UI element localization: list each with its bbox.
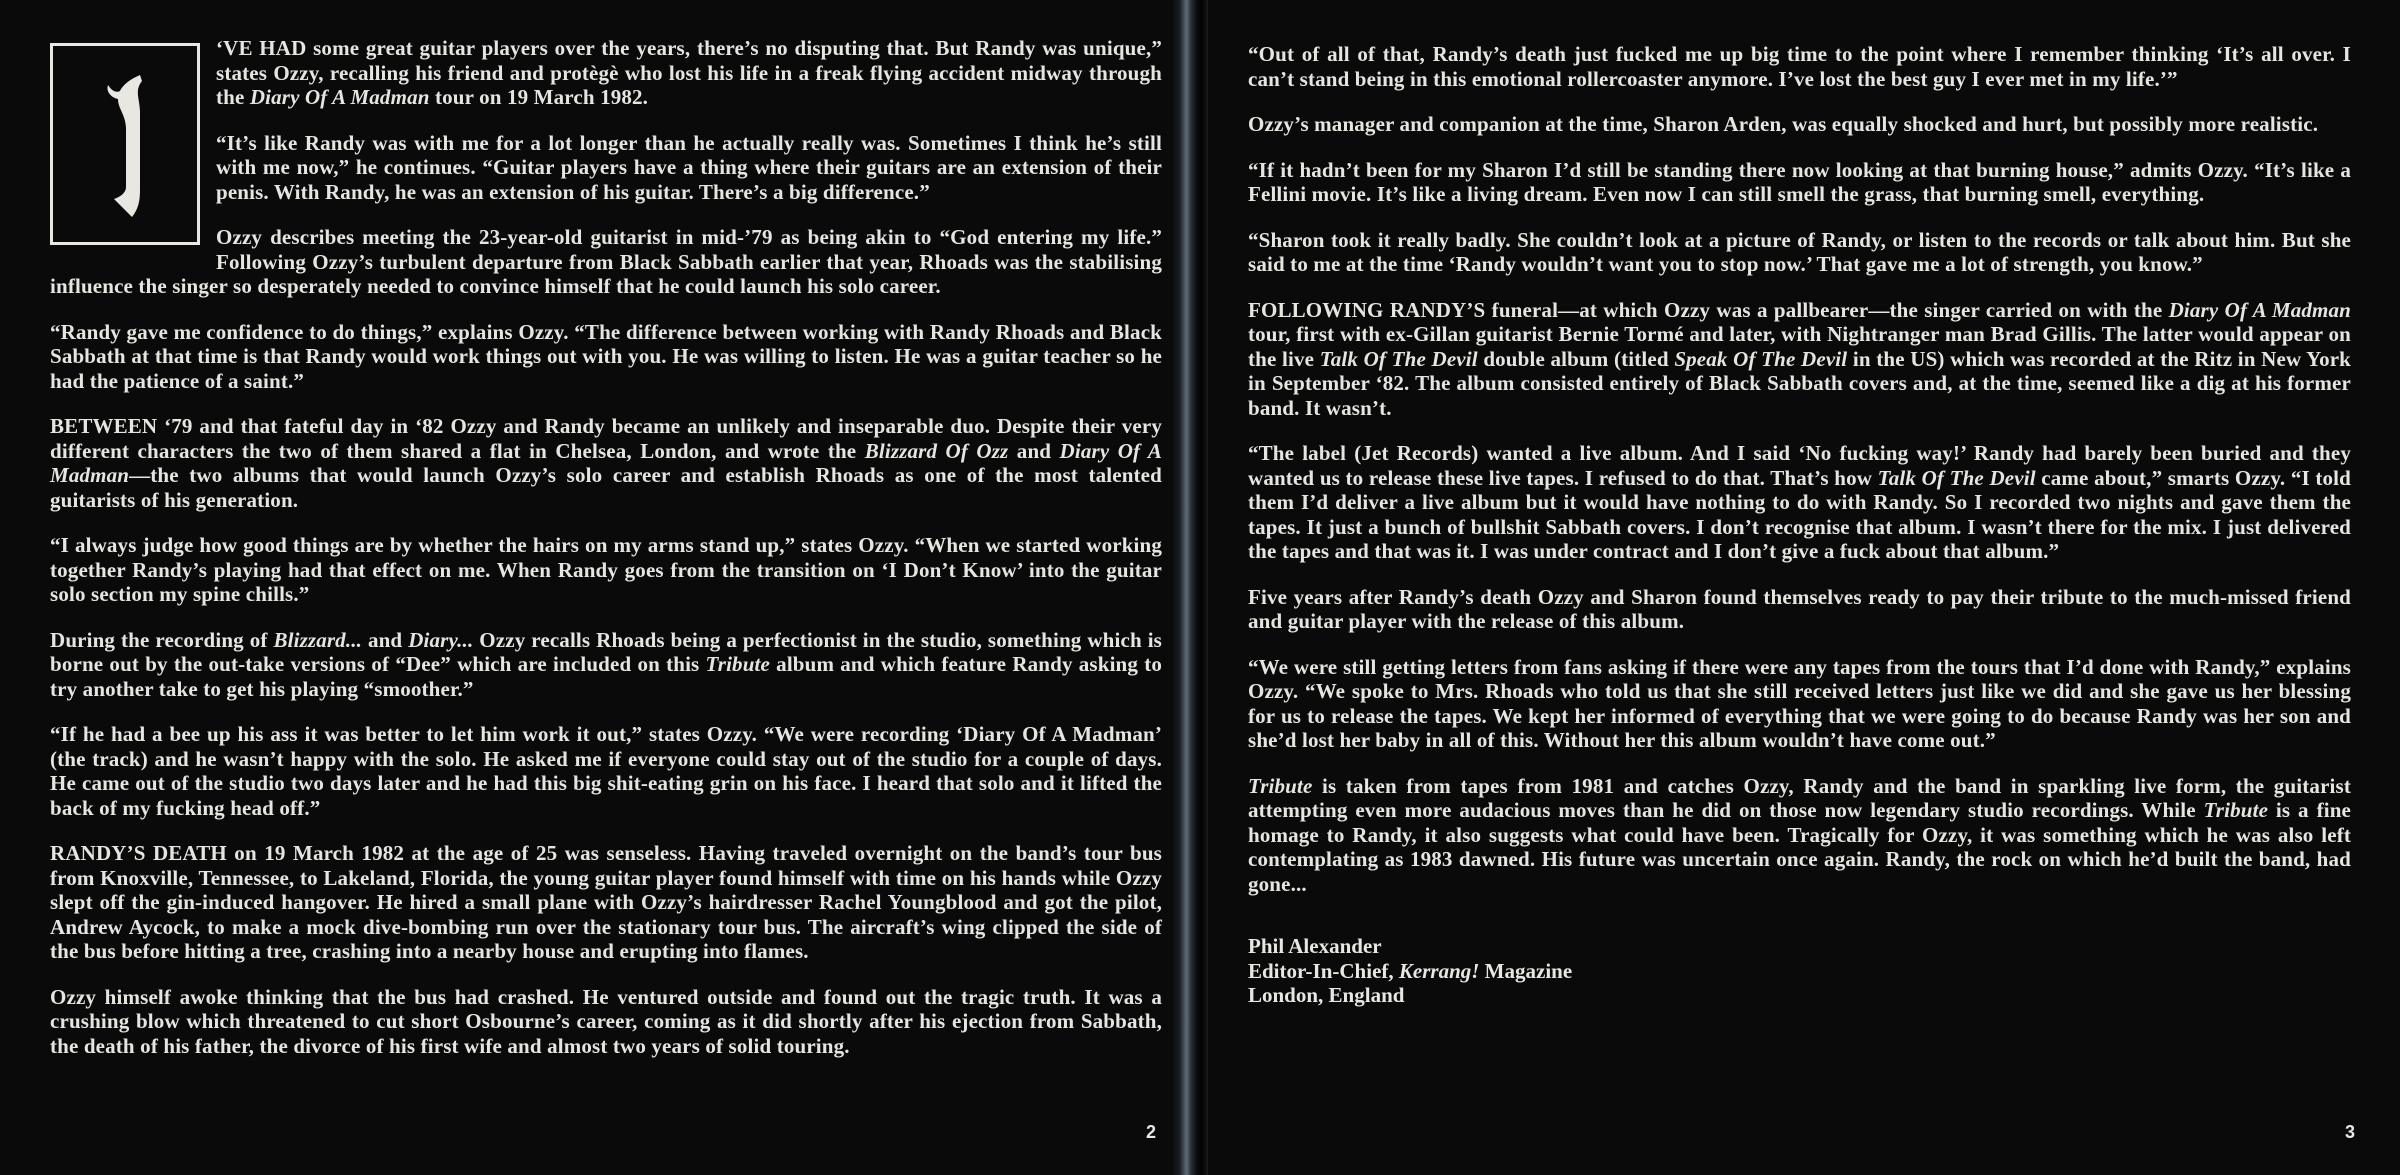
right-paragraph: “The label (Jet Records) wanted a live album. And I said ‘No fucking way!’ Randy had barely been buried and they wanted us to release these live tapes. I refused to do that. That’s how Talk Of The Devil came about,” smarts Ozzy. “I told them I’d deliver a live album but it would have nothing to do with Randy. So I recorded two nights and gave them the tapes. It just a bunch of bullshit Sabbath covers. I don’t recognise that album. I wasn’t there for the mix. I just delivered the tapes and that was it. I was under contract and I don’t give a fuck about that album.” [1248, 441, 2351, 563]
publication-name: Kerrang! [1398, 958, 1480, 983]
right-page [1208, 0, 2400, 1175]
author-signature [1248, 934, 2351, 1008]
page-number-left: 2 [1145, 1122, 1156, 1142]
right-article-text [1248, 42, 2351, 896]
right-paragraph: Tribute is taken from tapes from 1981 and catches Ozzy, Randy and the band in sparkling live form, the guitarist attempting even more audacious moves than he did on those now legendary studio recordings. While Tribute is a fine homage to Randy, it also suggests what could have been. Tragically for Ozzy, it was something which he was also left contemplating as 1983 dawned. His future was uncertain once again. Randy, the rock on which he’d built the band, had gone... [1248, 773, 2351, 896]
dropcap-letter-i [96, 69, 154, 219]
left-paragraph: “Randy gave me confidence to do things,” explains Ozzy. “The difference between working with Randy Rhoads and Black Sabbath at that time is that Randy would work things out with you. He was willing to listen. He was a guitar teacher so he had the patience of a saint.” [50, 319, 1162, 393]
right-paragraph: Ozzy’s manager and companion at the time, Sharon Arden, was equally shocked and hurt, but possibly more realistic. [1248, 112, 2319, 136]
left-paragraph: Ozzy describes meeting the 23-year-old guitarist in mid-’79 as being akin to “God entering my life.” Following Ozzy’s turbulent departure from Black Sabbath earlier that year, Rhoads was the stabilising influence the singer so desperately needed to convince himself that he could launch his solo career. [50, 225, 1162, 298]
right-paragraph: Five years after Randy’s death Ozzy and Sharon found themselves ready to pay their tribute to the much-missed friend and guitar player with the release of this album. [1248, 584, 2351, 633]
left-paragraph: ‘VE HAD some great guitar players over the years, there’s no disputing that. But Randy was unique,” states Ozzy, recalling his friend and protègè who lost his life in a freak flying accident midway through the Diary Of A Madman tour on 19 March 1982. [216, 36, 1162, 109]
page-number-right: 3 [2344, 1122, 2355, 1142]
left-page [0, 0, 1192, 1175]
left-paragraph: “It’s like Randy was with me for a lot longer than he actually really was. Sometimes I think he’s still with me now,” he continues. “Guitar players have a thing where their guitars are an extension of their penis. With Randy, he was an extension of his guitar. There’s a big difference.” [216, 130, 1162, 204]
left-paragraph: “I always judge how good things are by whether the hairs on my arms stand up,” states Ozzy. “When we started working together Randy’s playing had that effect on me. When Randy goes from the transition on ‘I Don’t Know’ into the guitar solo section my spine chills.” [50, 533, 1162, 606]
left-paragraph: BETWEEN ‘79 and that fateful day in ‘82 Ozzy and Randy became an unlikely and inseparable duo. Despite their very different characters the two of them shared a flat in Chelsea, London, and wrote the Blizzard Of Ozz and Diary Of A Madman—the two albums that would launch Ozzy’s solo career and establish Rhoads as one of the most talented guitarists of his generation. [50, 414, 1162, 512]
dropcap-frame [50, 43, 200, 245]
left-paragraph: RANDY’S DEATH on 19 March 1982 at the age of 25 was senseless. Having traveled overnight on the band’s tour bus from Knoxville, Tennessee, to Lakeland, Florida, the young guitar player found himself with time on his hands while Ozzy slept off the gin-induced hangover. He hired a small plane with Ozzy’s hairdresser Rachel Youngblood and got the pilot, Andrew Aycock, to make a mock dive-bombing run over the stationary tour bus. The aircraft’s wing clipped the side of the bus before hitting a tree, crashing into a nearby house and erupting into flames. [50, 841, 1162, 963]
left-paragraph: Ozzy himself awoke thinking that the bus had crashed. He ventured outside and found out the tragic truth. It was a crushing blow which threatened to cut short Osbourne’s career, coming as it did shortly after his ejection from Sabbath, the death of his father, the divorce of his first wife and almost two years of solid touring. [50, 984, 1162, 1058]
right-paragraph: “We were still getting letters from fans asking if there were any tapes from the tours that I’d done with Randy,” explains Ozzy. “We spoke to Mrs. Rhoads who told us that she still received letters just like we did and she gave us her blessing for us to release the tapes. We kept her informed of everything that we were going to do because Randy was her son and she’d lost her baby in all of this. Without her this album wouldn’t have come out.” [1248, 654, 2351, 752]
left-article-text [50, 36, 1162, 1058]
author-title: Editor-In-Chief, Kerrang! Magazine [1248, 958, 1573, 983]
author-location: London, England [1248, 983, 1405, 1007]
right-paragraph: “If it hadn’t been for my Sharon I’d still be standing there now looking at that burning house,” admits Ozzy. “It’s like a Fellini movie. It’s like a living dream. Even now I can still smell the grass, that burning smell, everything. [1248, 157, 2351, 206]
right-paragraph: “Sharon took it really badly. She couldn’t look at a picture of Randy, or listen to the records or talk about him. But she said to me at the time ‘Randy wouldn’t want you to stop now.’ That gave me a lot of strength, you know.” [1248, 227, 2351, 276]
left-paragraph: “If he had a bee up his ass it was better to let him work it out,” states Ozzy. “We were recording ‘Diary Of A Madman’ (the track) and he wasn’t happy with the solo. He asked me if everyone could stay out of the studio for a couple of days. He came out of the studio two days later and he had this big shit-eating grin on his face. I heard that solo and it lifted the back of my fucking head off.” [50, 722, 1162, 820]
right-paragraph: FOLLOWING RANDY’S funeral—at which Ozzy was a pallbearer—the singer carried on with the Diary Of A Madman tour, first with ex-Gillan guitarist Bernie Tormé and later, with Nightranger man Brad Gillis. The latter would appear on the live Talk Of The Devil double album (titled Speak Of The Devil in the US) which was recorded at the Ritz in New York in September ‘82. The album consisted entirely of Black Sabbath covers and, at the time, seemed like a dig at his former band. It wasn’t. [1248, 297, 2352, 420]
left-paragraph: During the recording of Blizzard... and Diary... Ozzy recalls Rhoads being a perfectionist in the studio, something which is borne out by the out-take versions of “Dee” which are included on this Tribute album and which feature Randy asking to try another take to get his playing “smoother.” [50, 627, 1163, 701]
author-name: Phil Alexander [1248, 934, 1382, 958]
right-paragraph: “Out of all of that, Randy’s death just fucked me up big time to the point where I remember thinking ‘It’s all over. I can’t stand being in this emotional rollercoaster anymore. I’ve lost the best guy I ever met in my life.’” [1248, 42, 2351, 91]
